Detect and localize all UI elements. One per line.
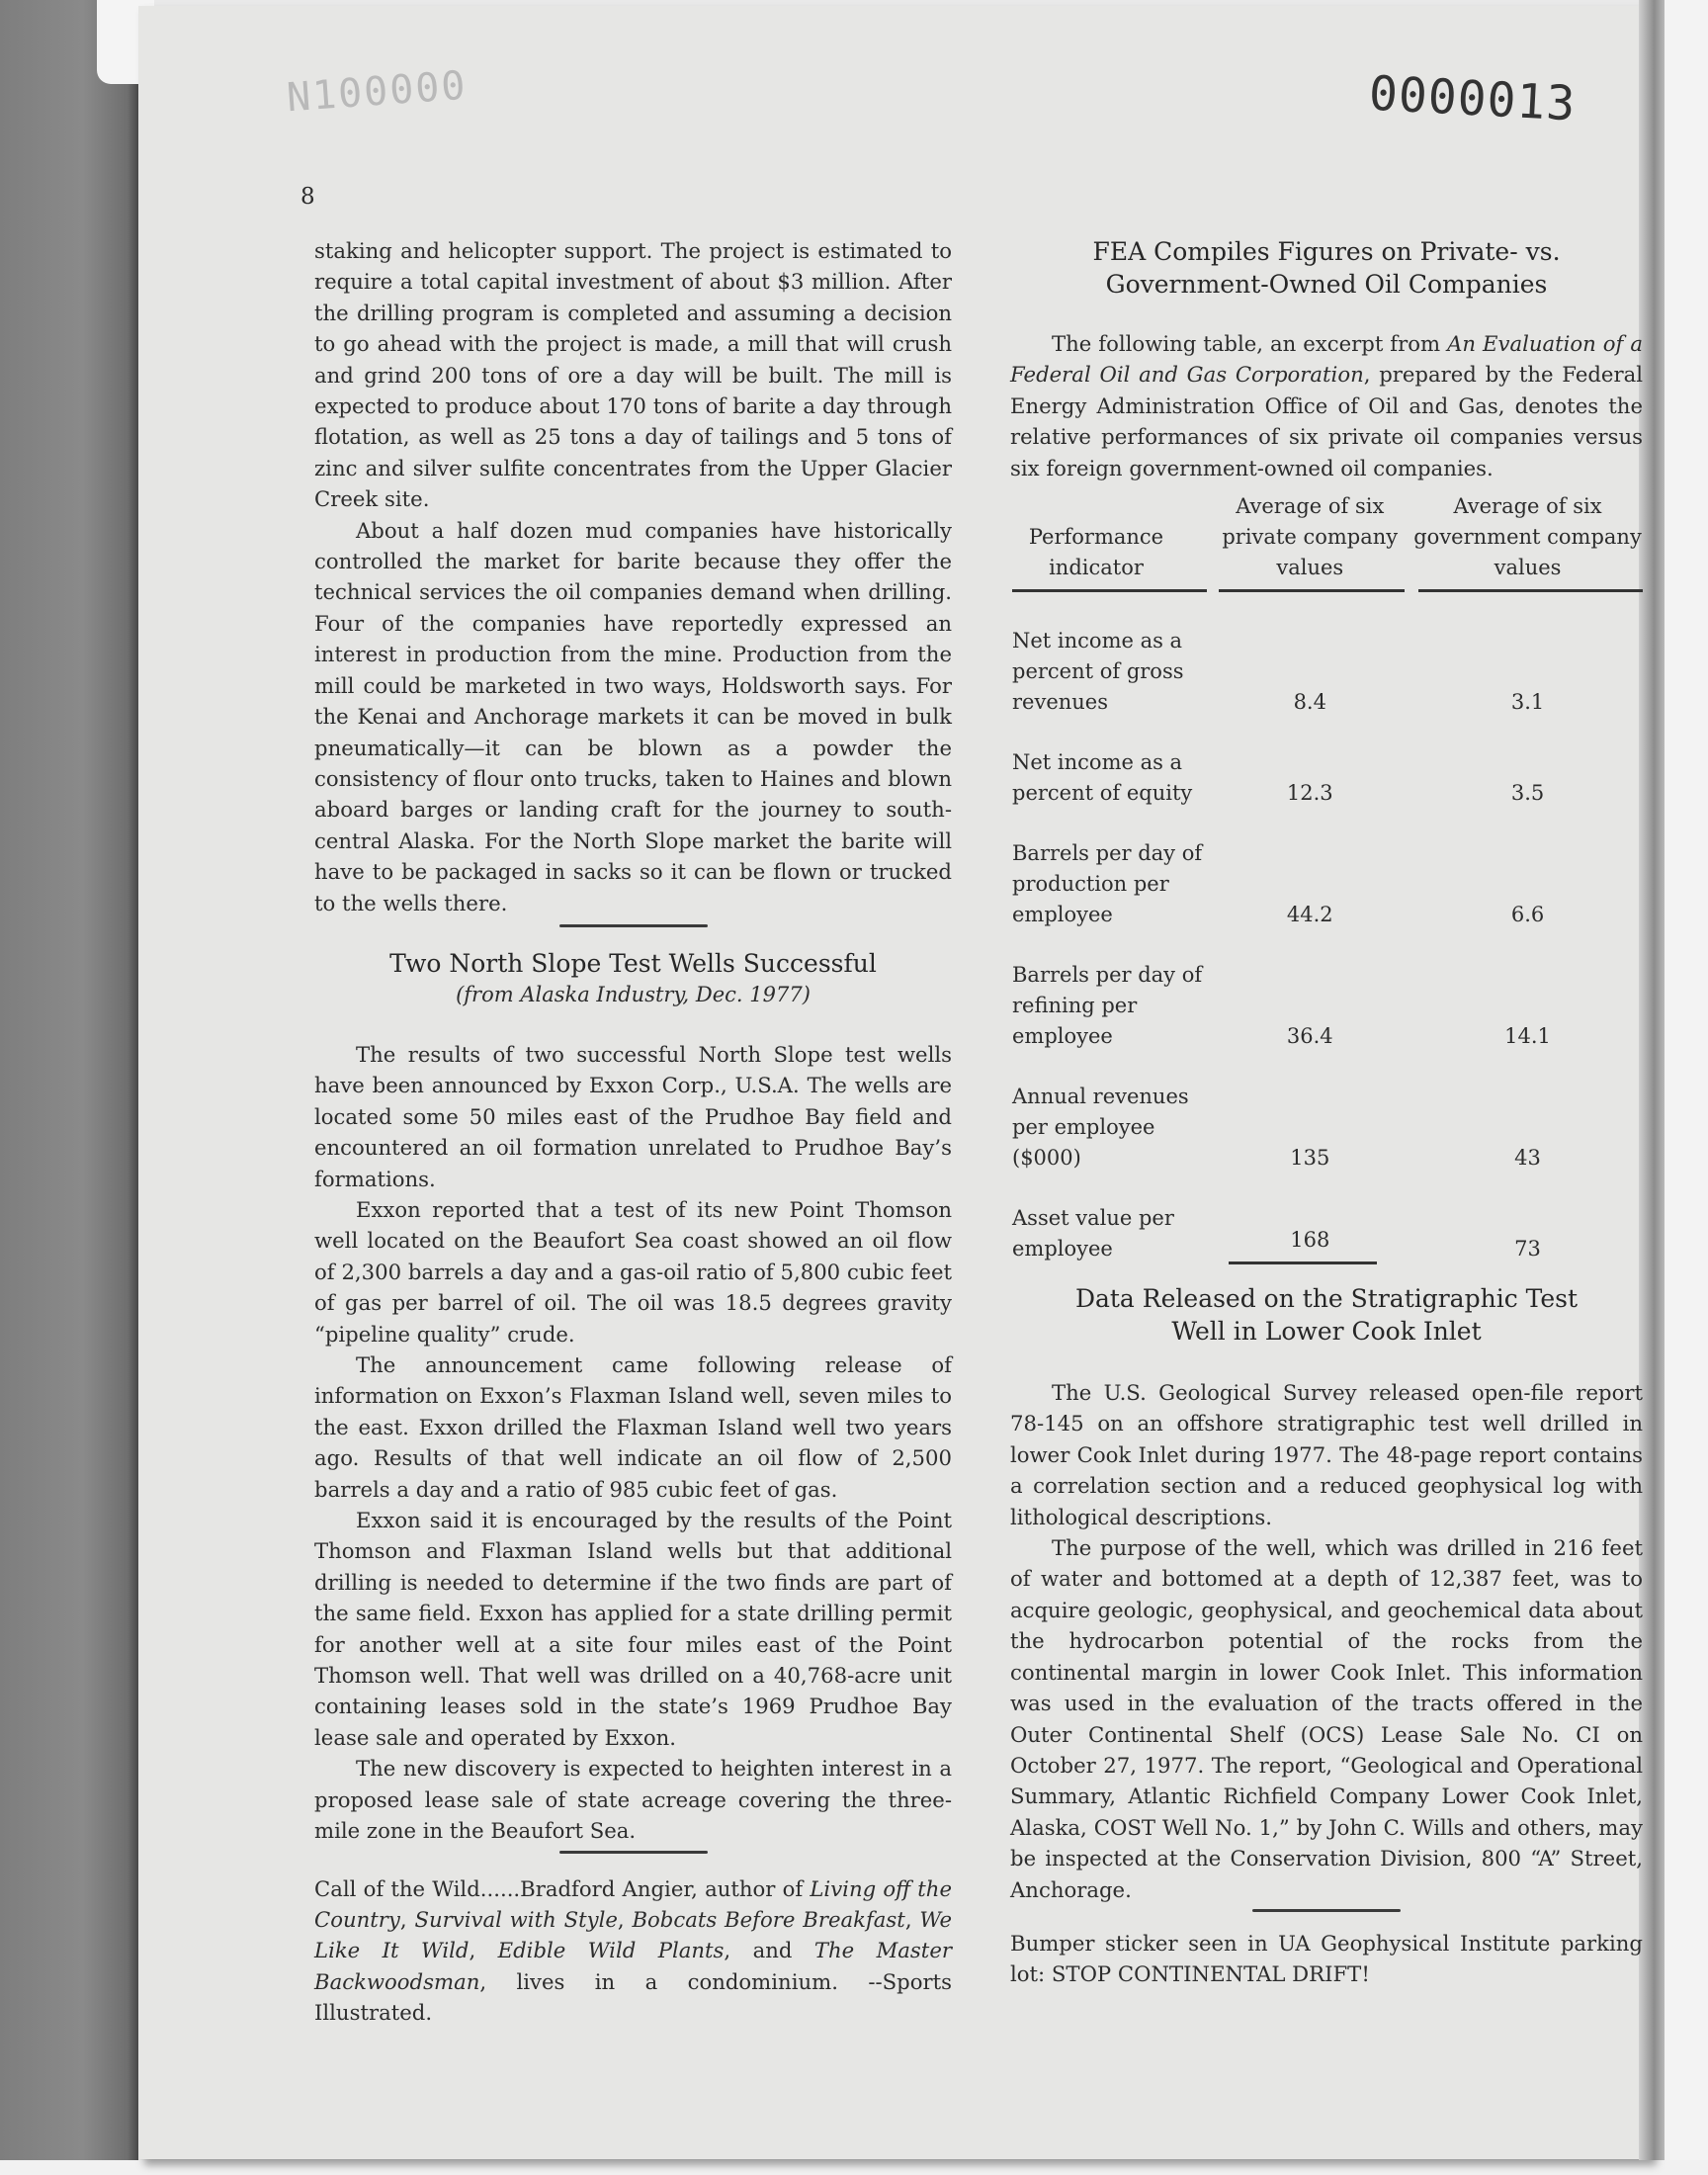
article-paragraph: The purpose of the well, which was drilled in 216 feet of water and bottomed at a depth of 12,387 feet, was to acquire geologic, geophysical, and geochemical data about the hydrocarbon potential of the rocks from the continental margin in lower Cook Inlet. This information was used in the evaluation of the tracts offered in the Outer Continental Shelf (OCS) Lease Sale No. CI on October 27, 1977. The report, “Geological and Operational Summary, Atlantic Richfield Company Lower Cook Inlet, Alaska, COST Well No. 1,” by John C. Wills and others, may be inspected at the Conservation Division, 800 “A” Street, Anchorage. [1010,1535,1643,1902]
article-paragraph: The U.S. Geological Survey released open-file report 78-145 on an offshore stratigraphic test well drilled in lower Cook Inlet during 1977. The 48-page report contains a correlation section and a reduced geophysical log with lithological descriptions. [1010,1380,1643,1529]
article-paragraph: Exxon reported that a test of its new Point Thomson well located on the Beaufort Sea coast showed an oil flow of 2,300 barrels a day and a gas-oil ratio of 5,800 cubic feet of gas per barrel of oil. The oil was 18.5 degrees gravity “pipeline quality” crude. [314,1196,952,1347]
section-divider [559,1851,708,1854]
book-title: Living off the Country [314,1875,952,1932]
filler-call-of-the-wild [314,1873,952,2029]
header-rule [1012,589,1207,592]
filler-text: , [469,1938,498,1963]
government-value-cell: 73 [1514,1237,1541,1262]
row-spacer [1010,930,1643,960]
document-stamp-number: 0000013 [1367,65,1578,132]
filler-text: Call of the Wild......Bradford Angier, author of [314,1875,811,1901]
article-paragraph: The announcement came following release of information on Exxon’s Flaxman Island well, seven miles to the east. Exxon drilled the Flaxman Island well two years ago. Results of that well indicate an oil flow of 2,500 barrels a day and a ratio of 985 cubic feet of gas. [314,1352,952,1502]
private-value: 44.2 [1286,903,1333,927]
left-column [314,235,952,2029]
table-row [1010,838,1643,930]
filler-text: , [617,1906,633,1932]
continued-paragraph: About a half dozen mud companies have historically controlled the market for barite because they offer the technical services the oil companies demand when drilling. Four of the companies have reportedly expressed an interest in production from the mine. Production from the mill could be marketed in two ways, Holdsworth says. For the Kenai and Anchorage markets it can be moved in bulk pneumatically—it can be blown as a powder the consistency of flour onto trucks, taken to Haines and blown aboard barges or landing craft for the journey to south-central Alaska. For the North Slope market the barite will have to be packaged in sacks so it can be flown or trucked to the wells there. [314,517,952,915]
private-value-cell [1207,960,1412,1052]
intro-text: , prepared by the Federal Energy Administration Office of Oil and Gas, denotes the relative performances of six private oil companies versus six foreign government-owned oil companies. [1010,362,1643,480]
book-title: Bobcats Before Breakfast [632,1906,905,1932]
indicator-cell: Barrels per day of production per employee [1012,841,1203,927]
header-text: Performance indicator [1028,525,1164,580]
fea-intro [1010,328,1643,483]
column-header-indicator [1010,491,1207,596]
government-value-cell: 3.5 [1510,781,1545,806]
row-spacer [1010,809,1643,838]
government-value-cell: 3.1 [1510,690,1545,715]
row-spacer [1010,1052,1643,1082]
row-spacer [1010,718,1643,747]
table-row [1010,747,1643,809]
report-title: An Evaluation of a Federal Oil and Gas Corporation [1010,331,1643,388]
indicator-cell: Annual revenues per employee ($000) [1012,1085,1189,1171]
right-column [1010,235,1643,1990]
intro-text: The following table, an excerpt from [1052,331,1448,356]
government-value-cell: 14.1 [1504,1024,1551,1049]
government-value-cell: 43 [1514,1146,1541,1171]
scanner-background-bottom [0,2160,1708,2175]
section-divider [1252,1909,1401,1912]
article-paragraph: The new discovery is expected to heighten interest in a proposed lease sale of state acreage covering the three-mile zone in the Beaufort Sea. [314,1756,952,1844]
book-title: Edible Wild Plants [497,1938,725,1963]
fea-comparison-table [1010,491,1643,1264]
row-spacer [1010,1174,1643,1203]
private-value: 135 [1290,1146,1330,1171]
header-rule [1418,589,1643,592]
book-title: The Master Backwoodsman [314,1938,952,1994]
indicator-cell: Barrels per day of refining per employee [1012,963,1203,1049]
indicator-cell: Net income as a percent of equity [1012,750,1193,806]
article-paragraph: Exxon said it is encouraged by the results of the Point Thomson and Flaxman Island wells but that additional drilling is needed to determine if the two finds are part of the same field. Exxon has applied for a state drilling permit for another well at a site four miles east of the Point Thomson well. That well was drilled on a 40,768-acre unit containing leases sold in the state’s 1969 Prudhoe Bay lease sale and operated by Exxon. [314,1508,952,1750]
filler-text: , [904,1906,920,1932]
table-header-row [1010,491,1643,596]
private-value: 12.3 [1286,781,1333,806]
column-header-private [1207,491,1412,596]
filler-text: , and [724,1938,814,1963]
private-value-cell [1207,1203,1412,1264]
header-text: Average of six government company values [1413,494,1642,580]
header-text: Average of six private company values [1222,494,1399,580]
article-title-fea: FEA Compiles Figures on Private- vs. Government-Owned Oil Companies [1092,237,1561,299]
private-value-cell [1207,747,1412,809]
filler-bumper-sticker: Bumper sticker seen in UA Geophysical Institute parking lot: STOP CONTINENTAL DRIFT! [1010,1930,1643,1987]
table-row [1010,1203,1643,1264]
scanner-background [1665,0,1708,2175]
indicator-cell: Asset value per employee [1012,1206,1174,1262]
continued-paragraph: staking and helicopter support. The project is estimated to require a total capital investment of about $3 million. After the drilling program is completed and assuming a decision to go ahead with the project is made, a mill that will crush and grind 200 tons of ore a day will be built. The mill is expected to produce about 170 tons of barite a day through flotation, as well as 25 tons a day of tailings and 5 tons of zinc and silver sulfite concentrates from the Upper Glacier Creek site. [314,238,952,512]
article-title-cook-inlet: Data Released on the Stratigraphic Test Well in Lower Cook Inlet [1074,1284,1579,1347]
binding-strip [0,0,138,2160]
private-value: 8.4 [1293,690,1326,715]
indicator-cell: Net income as a percent of gross revenues [1012,629,1184,715]
private-value-cell [1207,838,1412,930]
table-row [1010,1082,1643,1174]
private-value-cell [1207,1082,1412,1174]
book-title: We Like It Wild [314,1906,952,1963]
private-value-cell [1207,626,1412,718]
section-divider [559,924,708,927]
filler-text: , lives in a condominium. --Sports Illustrated. [314,1968,952,2026]
book-title: Survival with Style [414,1906,618,1932]
page-number: 8 [300,184,315,210]
filler-text: , [399,1906,415,1932]
column-header-government [1412,491,1643,596]
faint-stamp-number: N100000 [285,62,469,122]
row-spacer [1010,596,1643,626]
private-value: 168 [1290,1228,1330,1253]
article-paragraph: The results of two successful North Slope test wells have been announced by Exxon Corp., U.S.A. The wells are located some 50 miles east of the Prudhoe Bay field and encountered an oil formation unrelated to Prudhoe Bay’s formations. [314,1041,952,1191]
table-row [1010,960,1643,1052]
header-rule [1219,589,1405,592]
government-value-cell: 6.6 [1510,903,1545,927]
article-source: (from Alaska Industry, Dec. 1977) [456,982,811,1006]
article-title-north-slope: Two North Slope Test Wells Successful [389,948,877,978]
table-row [1010,626,1643,718]
private-value: 36.4 [1286,1024,1333,1049]
